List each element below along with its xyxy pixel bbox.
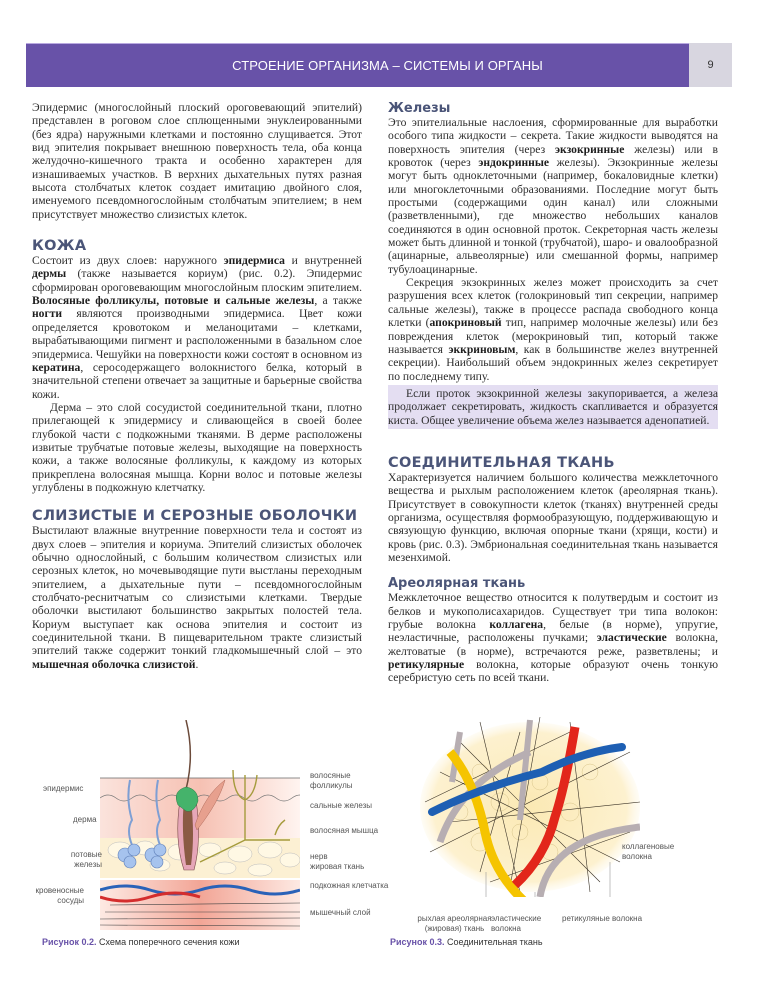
running-header <box>26 43 689 87</box>
cyst-note: Если проток экзокринной железы закупоривается, а железа продолжает секретировать, жидкость скапливается и образуется киста. Общее увеличение объема желез называется аденопатией. <box>388 386 718 427</box>
heading-skin: КОЖА <box>32 238 87 255</box>
page-number: 9 <box>689 43 732 87</box>
skin-cross-section-illustration <box>100 720 300 930</box>
label-elastic-fibers: эластические волокна <box>491 914 542 933</box>
glands-paragraph-1: Это эпителиальные наслоения, сформированные для выработки особого типа жидкости – секрета. Такие жидкости выводятся на поверхность эпителия (через экзокринные железы) или в кровоток (через эндокринные железы). Экзокринные железы могут быть одноклеточными (например, бокаловидные клетки) или многоклеточными образованиями. Последние могут быть простыми (содержащими один канал) или сложными (разветвленными), где множество небольших каналов соединяются в один основной проток. Секреторная часть железы может быть длинной и тонкой (трубчатой), шаро- и овалообразной (ацинарные, альвеолярные) или смешанной формы, например тубулоацинарные. <box>388 116 718 276</box>
label-hair-muscle: волосяная мышца <box>310 826 379 835</box>
highlight-note-box <box>388 385 718 429</box>
connective-paragraph: Характеризуется наличием большого количества межклеточного вещества и рыхлым расположением клеток (ареолярная ткань). Присутствует в совокупности клеток (тканях) внутренней среды организма, осуществляя формообразующую, поддерживающую и связующую функцию, включая опорные ткани (хрящи, кости) и кровь (рис. 0.3). Эмбриональная соединительная ткань называется мезенхимой. <box>388 470 718 564</box>
label-blood-vessels: кровеносные сосуды <box>35 886 84 905</box>
epidermis-paragraph: Эпидермис (многослойный плоский ороговевающий эпителий) представлен в роговом слое сплющенными энуклеированными (без ядра) наружными клетками и постоянно слущивается. Этот вид эпителия покрывает внешнюю поверхность тела, оба конца желудочно-кишечного тракта и особенно характерен для изнашиваемых участков. В верхних дыхательных путях разная высота столбчатых клеток создает имитацию двойного слоя, именуемого псевдомногослойным столбчатым эпителием; в нем присутствует множество слизистых клеток. <box>32 101 362 221</box>
areolar-paragraph: Межклеточное вещество относится к полутвердым и состоит из белков и мукополисахаридов. Существует три типа волокон: грубые волокна коллагена, белые (в норме), упругие, неэластичные, расположены пучками; эластические волокна, желтоватые (в норме), встречаются реже, разветвлены; и ретикулярные волокна, которые образуют очень тонкую серебристую сеть по всей ткани. <box>388 591 718 685</box>
label-muscle-layer: мышечный слой <box>310 908 371 917</box>
skin-paragraph-1: Состоит из двух слоев: наружного эпидермиса и внутренней дермы (также называется кориум) (рис. 0.2). Эпидермис сформирован ороговевающим многослойным плоским эпителием. Волосяные фолликулы, потовые и сальные железы, а также ногти являются производными эпидермиса. Цвет кожи определяется кровотоком и меланоцитами – клетками, вырабатывающими пигмент и расположенными в базальном слое эпидермиса. Чешуйки на поверхности кожи состоят в основном из кератина, серосодержащего волокнистого белка, который в значительной степени отвечает за защитные и барьерные свойства кожи. <box>32 254 362 401</box>
membranes-paragraph: Выстилают влажные внутренние поверхности тела и состоят из двух слоев – эпителия и кориума. Эпителий слизистых оболочек обычно однослойный, с большим количеством слизистых или серозных клеток, но мочевыводящие пути выстланы переходным эпителием, а дыхательные пути – псевдомногослойным столбчато-реснитчатым со слизистыми клетками. Твердые оболочки выстилают большинство закрытых полостей тела. Кориум выступает как основа эпителия и состоит из соединительной ткани. В пищеварительном тракте слизистый эпителий также содержит тонкий гладкомышечный слой – это мышечная оболочка слизистой. <box>32 524 362 671</box>
label-epidermis: эпидермис <box>43 784 84 793</box>
figure-caption-skin: Рисунок 0.2. Схема поперечного сечения кожи <box>42 937 240 947</box>
label-sweat-glands: потовые железы <box>70 850 102 869</box>
heading-connective-tissue: СОЕДИНИТЕЛЬНАЯ ТКАНЬ <box>388 454 615 471</box>
chapter-title: СТРОЕНИЕ ОРГАНИЗМА – СИСТЕМЫ И ОРГАНЫ <box>232 58 543 73</box>
label-sebaceous-glands: сальные железы <box>310 801 373 810</box>
label-nerve: нерв <box>310 852 328 861</box>
label-hair-follicles: волосяные фолликулы <box>310 771 353 790</box>
label-areolar-fat-tissue: рыхлая ареолярная (жировая) ткань <box>417 914 492 933</box>
left-column <box>32 101 362 671</box>
figure-caption-connective: Рисунок 0.3. Соединительная ткань <box>390 937 543 947</box>
label-reticular-fibers: ретикуляные волокна <box>562 914 643 923</box>
label-dermis: дерма <box>73 815 97 824</box>
connective-tissue-illustration <box>420 712 640 897</box>
heading-membranes: СЛИЗИСТЫЕ И СЕРОЗНЫЕ ОБОЛОЧКИ <box>32 508 358 525</box>
heading-areolar-tissue: Ареолярная ткань <box>388 576 526 592</box>
right-column <box>388 101 718 685</box>
label-fat-tissue: жировая ткань <box>310 862 365 871</box>
label-subcutaneous: подкожная клетчатка <box>310 881 389 890</box>
label-collagen-fibers: коллагеновые волокна <box>622 842 675 861</box>
heading-glands: Железы <box>388 101 451 116</box>
glands-paragraph-2: Секреция экзокринных желез может происходить за счет разрушения всех клеток (голокриновый тип секреции, например сальные железы), также в процессе распада свободного конца клетки (апокриновый тип, например молочные железы) или без повреждения клеток (мерокриновый тип, который также называется эккриновым, как в большинстве желез внутренней секреции). Наибольший объем эндокринных желез секретирует по последнему типу. <box>388 276 719 383</box>
skin-paragraph-2: Дерма – это слой сосудистой соединительной ткани, плотно прилегающей к эпидермису и сливающейся в своей более глубокой части с подкожными тканями. В дерме расположены извитые трубчатые потовые железы, выходящие на поверхность кожи, а также волосяные фолликулы, к каждому из которых прикреплена волосяная мышца. Корни волос и потовые железы углублены в подкожную клетчатку. <box>32 400 362 494</box>
